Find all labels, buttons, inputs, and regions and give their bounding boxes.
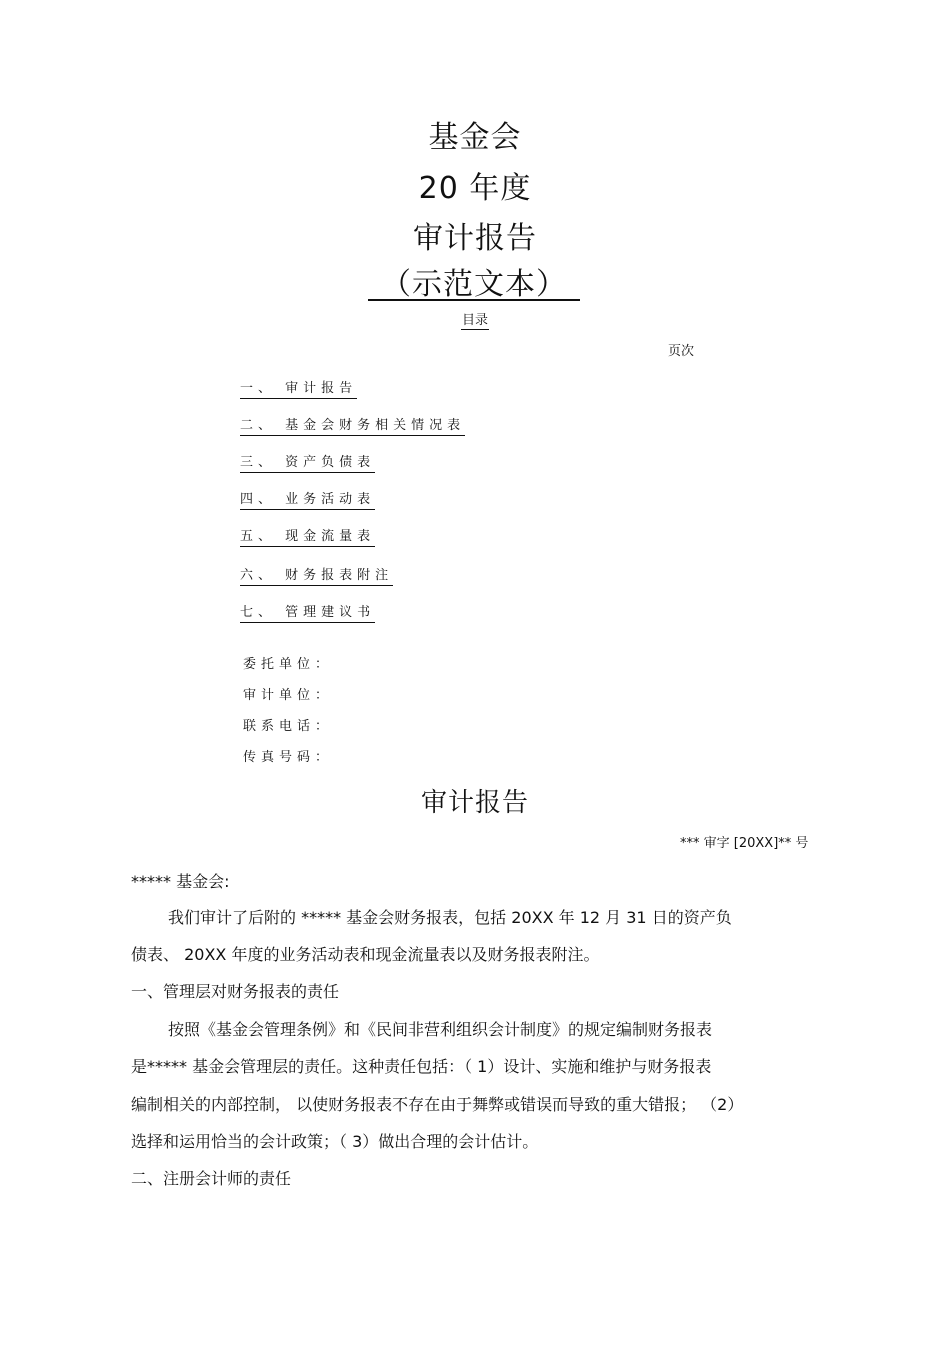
report-paragraph-2-line-1: 按照《基金会管理条例》和《民间非营利组织会计制度》的规定编制财务报表 [168,1020,713,1039]
report-salutation: ***** 基金会: [131,872,230,891]
report-paragraph-1-line-1: 我们审计了后附的 ***** 基金会财务报表，包括 20XX 年 12 月 31 日的资产负 [168,908,732,927]
toc-item-cash-flow[interactable]: 五、 现金流量表 [240,525,375,547]
report-heading-management: 一、管理层对财务报表的责任 [131,982,340,1001]
report-paragraph-2-line-3: 编制相关的内部控制， 以使财务报表不存在由于舞弊或错误而导致的重大错报； （2） [131,1095,744,1114]
toc-heading-label: 目录 [461,313,488,328]
cover-title-org: 基金会 [428,120,522,155]
report-doc-number: *** 审字 [20XX]** 号 [680,836,809,851]
cover-subtitle: （示范文本） [381,267,567,302]
toc-item-balance-sheet[interactable]: 三、 资产负债表 [240,451,375,473]
cover-title-year: 20 年度 [418,171,532,206]
report-heading-cpa: 二、注册会计师的责任 [131,1169,292,1188]
cover-subtitle-underlined [368,259,580,301]
toc-item-audit-report[interactable]: 一、 审计报告 [240,377,357,399]
report-paragraph-1-line-2: 债表、 20XX 年度的业务活动表和现金流量表以及财务报表附注。 [131,945,600,964]
toc-heading [0,309,950,328]
field-client: 委托单位： [243,657,334,672]
toc-page-label: 页次 [668,344,695,359]
report-paragraph-2-line-4: 选择和运用恰当的会计政策；（ 3）做出合理的会计估计。 [131,1132,539,1151]
toc-item-notes[interactable]: 六、 财务报表附注 [240,564,393,586]
report-paragraph-2-line-2: 是***** 基金会管理层的责任。这种责任包括：（ 1）设计、实施和维护与财务报表 [131,1057,712,1076]
toc-item-financial-info[interactable]: 二、 基金会财务相关情况表 [240,414,465,436]
toc-item-activity-statement[interactable]: 四、 业务活动表 [240,488,375,510]
toc-item-management-letter[interactable]: 七、 管理建议书 [240,601,375,623]
field-fax: 传真号码： [243,750,334,765]
cover-title-report: 审计报告 [413,221,537,256]
field-auditor: 审计单位： [243,688,334,703]
report-title: 审计报告 [420,788,529,818]
field-phone: 联系电话： [243,719,334,734]
